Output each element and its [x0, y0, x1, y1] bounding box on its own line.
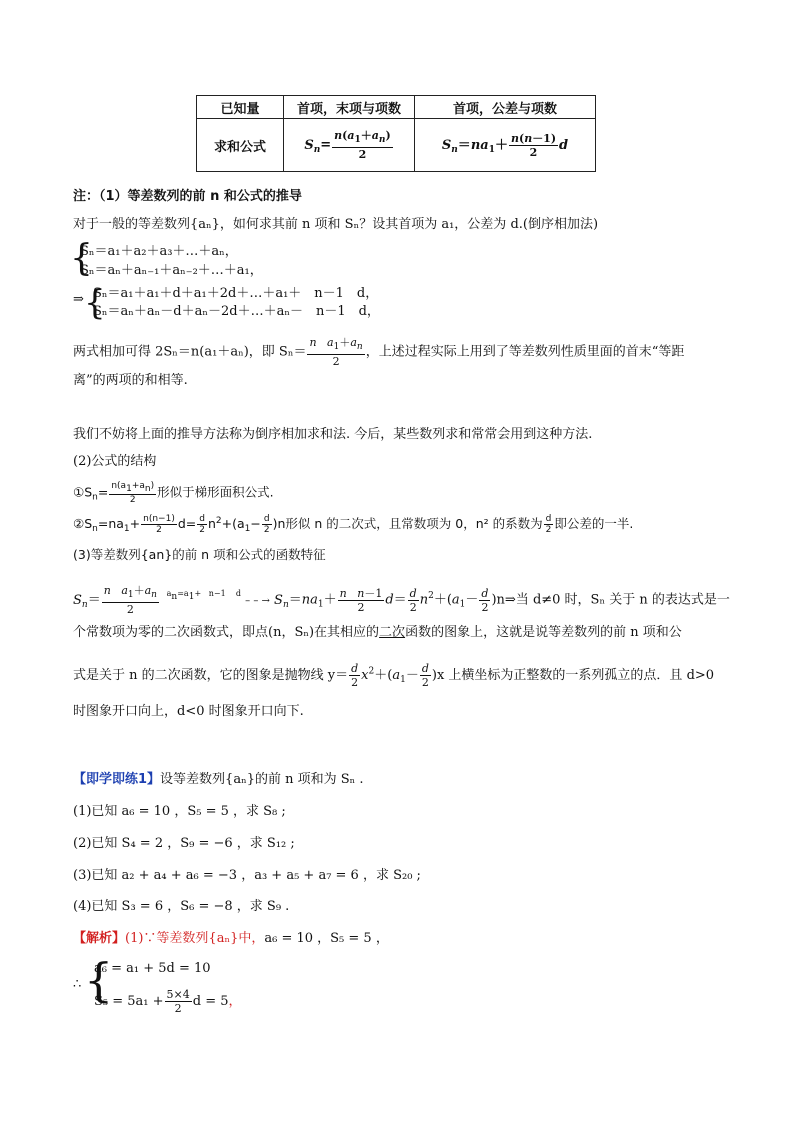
function-line2: 个常数项为零的二次函数式，即点(n，Sₙ)在其相应的二次函数的图象上，这就是说等差数列的前 n 项和公	[73, 625, 682, 640]
question-1: (1)已知 a₆ = 10 ，S₅ = 5 ，求 S₈ ;	[73, 804, 286, 819]
system1-line2: Sₙ＝aₙ＋aₙ₋₁＋aₙ₋₂＋…＋a₁，	[80, 263, 263, 278]
question-2: (2)已知 S₄ = 2 ，S₉ = −6 ，求 S₁₂ ;	[73, 836, 295, 851]
sum-derivation-line: 两式相加可得 2Sₙ＝n(a₁＋aₙ)，即 Sₙ＝ $\frac{n a_1+a_n}{2}$ ，上述过程实际上用到了等差数列性质里面的首末“等距	[73, 336, 685, 368]
solution-intro: 【解析】(1)∵等差数列{aₙ}中，a₆ = 10 ，S₅ = 5 ，	[73, 931, 389, 946]
practice-heading	[73, 771, 364, 789]
sum-formula-table	[196, 95, 596, 172]
structure-item-2: $②S_n=na_1+$ $\frac{n(n-1)}{2}$ d= $\frac{d}{2}$ $n^2+(a_1-$ $\frac{d}{2}$ )n形似 n 的二次式，且常数项为 0，n² 的系数为 $\frac{d}{2}$ 即公差的一半.	[73, 514, 634, 536]
table-header-first-last: 首项，末项与项数	[284, 96, 415, 119]
formula-first-diff: $S_n=na_1+$ $\frac{n(n-1)}{2}$ d	[415, 119, 596, 172]
function-formula-line: $S_n=$ $\frac{n a_1+a_n}{2}$ $^{a_n=a_1+ n-1 d}$ – – → $S_n=na_1+$ $\frac{\text{n n－1}}{2}$ d＝ $\frac{d}{2}$ $n^2+(a_1-$ $\frac{d}{2}$ )n⇒当 d≠0 时，Sₙ 关于 n 的表达式是一	[73, 584, 730, 616]
table-row-label: 求和公式	[197, 119, 284, 172]
formula-first-last: $S_n=$ $\frac{n(a_1+a_n)}{2}$	[284, 119, 415, 172]
implies-arrow: ⇒	[73, 292, 84, 307]
function-title: (3)等差数列{an}的前 n 项和公式的函数特征	[73, 547, 326, 562]
solution-eq1: a₆ = a₁ + 5d = 10	[94, 961, 211, 976]
function-line4: 时图象开口向上，d<0 时图象开口向下.	[73, 704, 304, 719]
practice-stem: 设等差数列{aₙ}的前 n 项和为 Sₙ .	[160, 772, 364, 787]
structure-title: (2)公式的结构	[73, 454, 157, 469]
solution-tag: 【解析】	[73, 931, 126, 946]
question-4: (4)已知 S₃ = 6 ，S₆ = −8 ，求 S₉ .	[73, 899, 290, 914]
left-brace: {	[84, 953, 114, 1007]
question-3: (3)已知 a₂ + a₄ + a₆ = −3 ，a₃ + a₅ + a₇ = 6 ，求 S₂₀ ;	[73, 868, 421, 883]
table-header-first-diff: 首项，公差与项数	[415, 96, 596, 119]
left-brace: {	[70, 238, 93, 279]
system2-line1: Sₙ＝a₁＋a₁＋d＋a₁＋2d＋…＋a₁＋ n－1 d，	[93, 286, 379, 301]
system1-line1: Sₙ＝a₁＋a₂＋a₃＋…＋aₙ，	[80, 244, 238, 259]
derivation-intro: 对于一般的等差数列{aₙ}，如何求其前 n 项和 Sₙ？设其首项为 a₁，公差为 d.(倒序相加法)	[73, 217, 599, 232]
sum-derivation-line2: 离”的两项的和相等.	[73, 373, 188, 388]
solution-eq2: S₅ = 5a₁ + $\frac{5\times 4}{2}$ d = 5，	[94, 988, 242, 1015]
table-header-known: 已知量	[197, 96, 284, 119]
system2-line2: Sₙ＝aₙ＋aₙ－d＋aₙ－2d＋…＋aₙ－ n－1 d，	[93, 304, 380, 319]
therefore-symbol: ∴	[73, 977, 82, 992]
practice-tag: 【即学即练1】	[73, 772, 161, 787]
left-brace: {	[84, 283, 106, 323]
method-note: 我们不妨将上面的推导方法称为倒序相加求和法. 今后，某些数列求和常常会用到这种方法.	[73, 427, 593, 442]
structure-item-1: $①S_n=$ $\frac{n(a_1+a_n)}{2}$ 形似于梯形面积公式.	[73, 481, 274, 505]
derivation-title: 注：（1）等差数列的前 n 和公式的推导	[73, 189, 302, 204]
function-line3: 式是关于 n 的二次函数，它的图象是抛物线 y＝ $\frac{d}{2}$ $x^2+(a_1-$ $\frac{d}{2}$ )x 上横坐标为正整数的一系列孤立的点．且 d>0	[73, 662, 715, 689]
